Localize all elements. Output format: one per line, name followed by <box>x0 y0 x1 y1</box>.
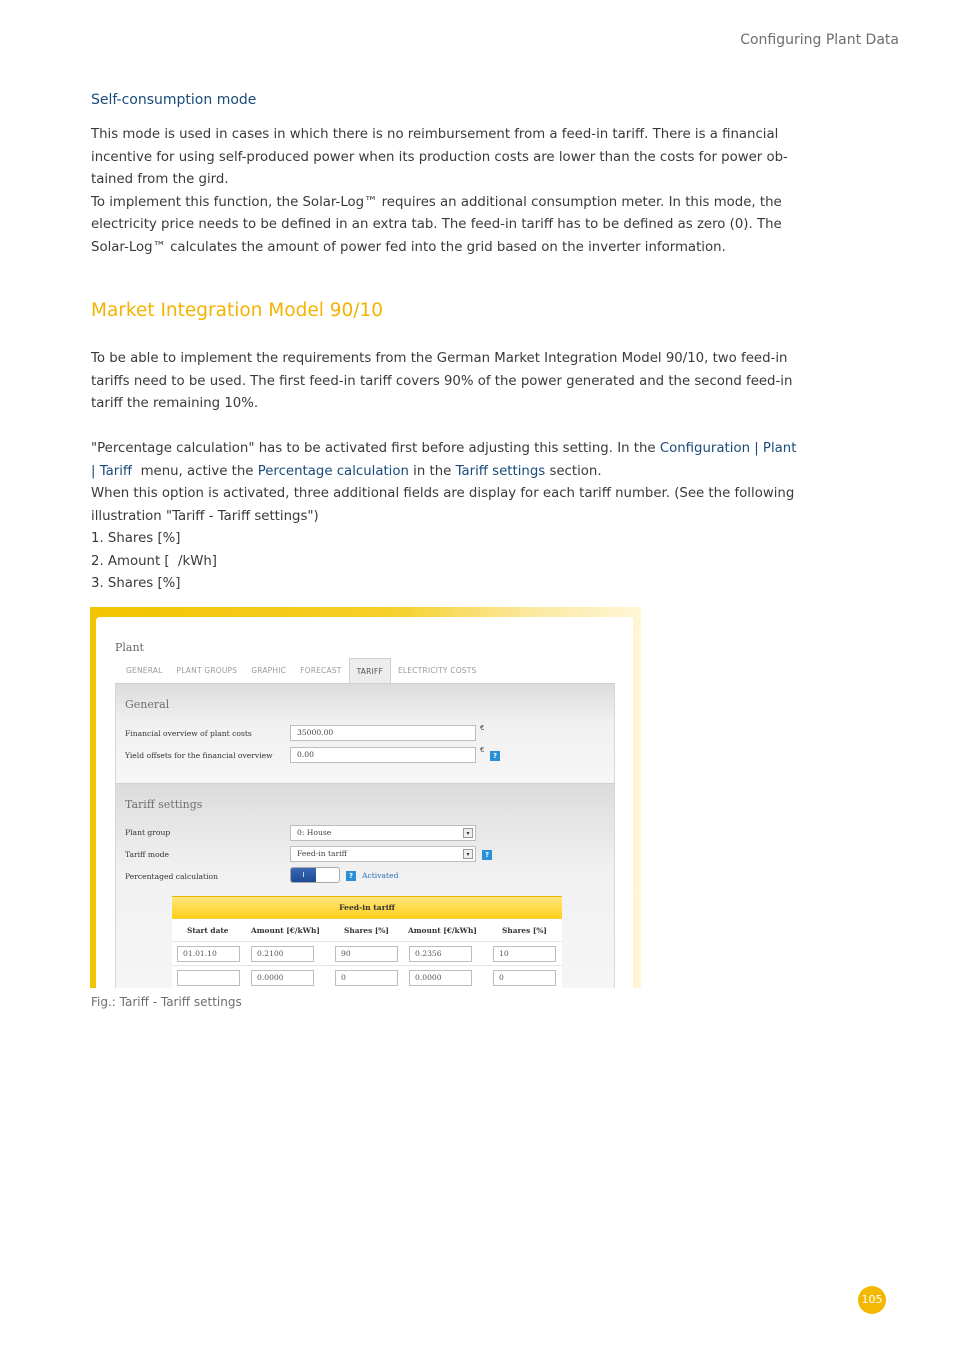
text-line: tariff the remaining 10%. <box>91 396 259 411</box>
amount-input[interactable]: 0.2100 <box>251 946 314 962</box>
offset-label: Yield offsets for the financial overview <box>125 751 273 760</box>
plant-panel <box>96 617 633 988</box>
help-icon[interactable]: ? <box>490 751 500 761</box>
tab-forecast[interactable]: FORECAST <box>300 666 342 675</box>
select-value: 0: House <box>297 828 332 837</box>
text-line: incentive for using self-produced power when its production costs are lower than the costs for power ob- <box>91 149 788 165</box>
column-header: Shares [%] <box>502 926 547 935</box>
table-title: Feed-in tariff <box>172 896 562 918</box>
table-row <box>172 942 562 966</box>
currency-label: € <box>480 746 485 754</box>
text-line: tariffs need to be used. The first feed-in tariff covers 90% of the power generated and the second feed-in <box>91 373 793 389</box>
section-link: Tariff settings <box>455 463 546 479</box>
shares-input[interactable]: 10 <box>493 946 556 962</box>
amount-input[interactable]: 0.2356 <box>409 946 472 962</box>
text-line: When this option is activated, three additional fields are display for each tariff number. (See the following <box>91 486 795 501</box>
cost-label: Financial overview of plant costs <box>125 729 252 738</box>
tab-graphic[interactable]: GRAPHIC <box>251 666 287 675</box>
amount-input[interactable]: 0.0000 <box>409 970 472 986</box>
page-number-badge: 105 <box>858 1286 886 1314</box>
market-model-heading: Market Integration Model 90/10 <box>91 300 384 321</box>
text-line: illustration "Tariff - Tariff settings") <box>91 508 319 524</box>
instr-text: section. <box>545 463 602 479</box>
percentage-calc-label: Percentaged calculation <box>125 872 218 881</box>
feed-in-tariff-table <box>172 896 562 988</box>
menu-path-link: Configuration | Plant <box>659 441 797 456</box>
column-header: Amount [€/kWh] <box>408 926 477 935</box>
menu-path-link: | Tariff <box>91 463 133 479</box>
shares-input[interactable]: 0 <box>335 970 398 986</box>
help-icon[interactable]: ? <box>482 850 492 860</box>
tariff-settings-section <box>115 783 615 988</box>
amount-input[interactable]: 0.0000 <box>251 970 314 986</box>
column-header: Start date <box>187 926 229 935</box>
chevron-down-icon: ▾ <box>463 828 473 838</box>
text-line <box>91 438 831 461</box>
start-date-input[interactable]: 01.01.10 <box>177 946 240 962</box>
tariff-mode-select[interactable] <box>290 846 476 862</box>
select-value: Feed-in tariff <box>297 849 348 858</box>
section-title: General <box>125 698 170 711</box>
table-row <box>172 966 562 988</box>
help-icon[interactable]: ? <box>346 871 356 881</box>
text-line: tained from the gird. <box>91 172 229 187</box>
list-item: 1. Shares [%] <box>91 531 181 546</box>
column-header: Shares [%] <box>344 926 389 935</box>
list-item: 3. Shares [%] <box>91 576 181 591</box>
list-item: 2. Amount [ /kWh] <box>91 553 217 569</box>
text-line: This mode is used in cases in which there is no reimbursement from a feed-in tariff. There is a financial <box>91 127 779 142</box>
text-line: Solar-Log™ calculates the amount of power fed into the grid based on the inverter information. <box>91 239 726 255</box>
text-line <box>91 461 831 484</box>
self-consumption-text <box>91 124 831 259</box>
yield-offset-input[interactable]: 0.00 <box>290 747 476 763</box>
tab-tariff[interactable]: TARIFF <box>349 658 391 684</box>
currency-label: € <box>480 724 485 732</box>
shares-input[interactable]: 90 <box>335 946 398 962</box>
self-consumption-heading: Self-consumption mode <box>91 92 257 108</box>
status-activated: Activated <box>362 871 399 880</box>
plant-cost-input[interactable]: 35000.00 <box>290 725 476 741</box>
text-line: To be able to implement the requirements from the German Market Integration Model 90/10, two feed-in <box>91 351 788 366</box>
running-header: Configuring Plant Data <box>740 32 899 48</box>
option-link: Percentage calculation <box>257 463 409 479</box>
tariff-mode-label: Tariff mode <box>125 850 169 859</box>
general-section <box>115 684 615 783</box>
figure-caption: Fig.: Tariff - Tariff settings <box>91 995 242 1009</box>
tab-plant-groups[interactable]: PLANT GROUPS <box>176 666 238 675</box>
text-line: To implement this function, the Solar-Log™ requires an additional consumption meter. In this mode, the <box>91 194 782 210</box>
toggle-on-indicator: I <box>291 868 316 882</box>
chevron-down-icon: ▾ <box>463 849 473 859</box>
panel-title: Plant <box>115 641 144 654</box>
percentage-calc-toggle[interactable] <box>290 867 340 883</box>
shares-input[interactable]: 0 <box>493 970 556 986</box>
tab-general[interactable]: GENERAL <box>126 666 163 675</box>
tab-electricity-costs[interactable]: ELECTRICITY COSTS <box>397 666 477 675</box>
tariff-settings-screenshot <box>90 607 641 988</box>
plant-group-label: Plant group <box>125 828 171 837</box>
table-header <box>172 918 562 942</box>
market-model-instructions <box>91 438 831 596</box>
start-date-input[interactable] <box>177 970 240 986</box>
section-title: Tariff settings <box>125 798 203 811</box>
plant-group-select[interactable] <box>290 825 476 841</box>
text-line: electricity price needs to be defined in an extra tab. The feed-in tariff has to be defined as zero (0). The <box>91 217 782 232</box>
market-model-intro <box>91 348 831 416</box>
instr-text: "Percentage calculation" has to be activated first before adjusting this setting. In the <box>91 441 660 456</box>
instr-text: menu, active the <box>132 463 258 479</box>
column-header: Amount [€/kWh] <box>251 926 320 935</box>
tab-bar <box>119 658 484 684</box>
instr-text: in the <box>408 463 456 479</box>
